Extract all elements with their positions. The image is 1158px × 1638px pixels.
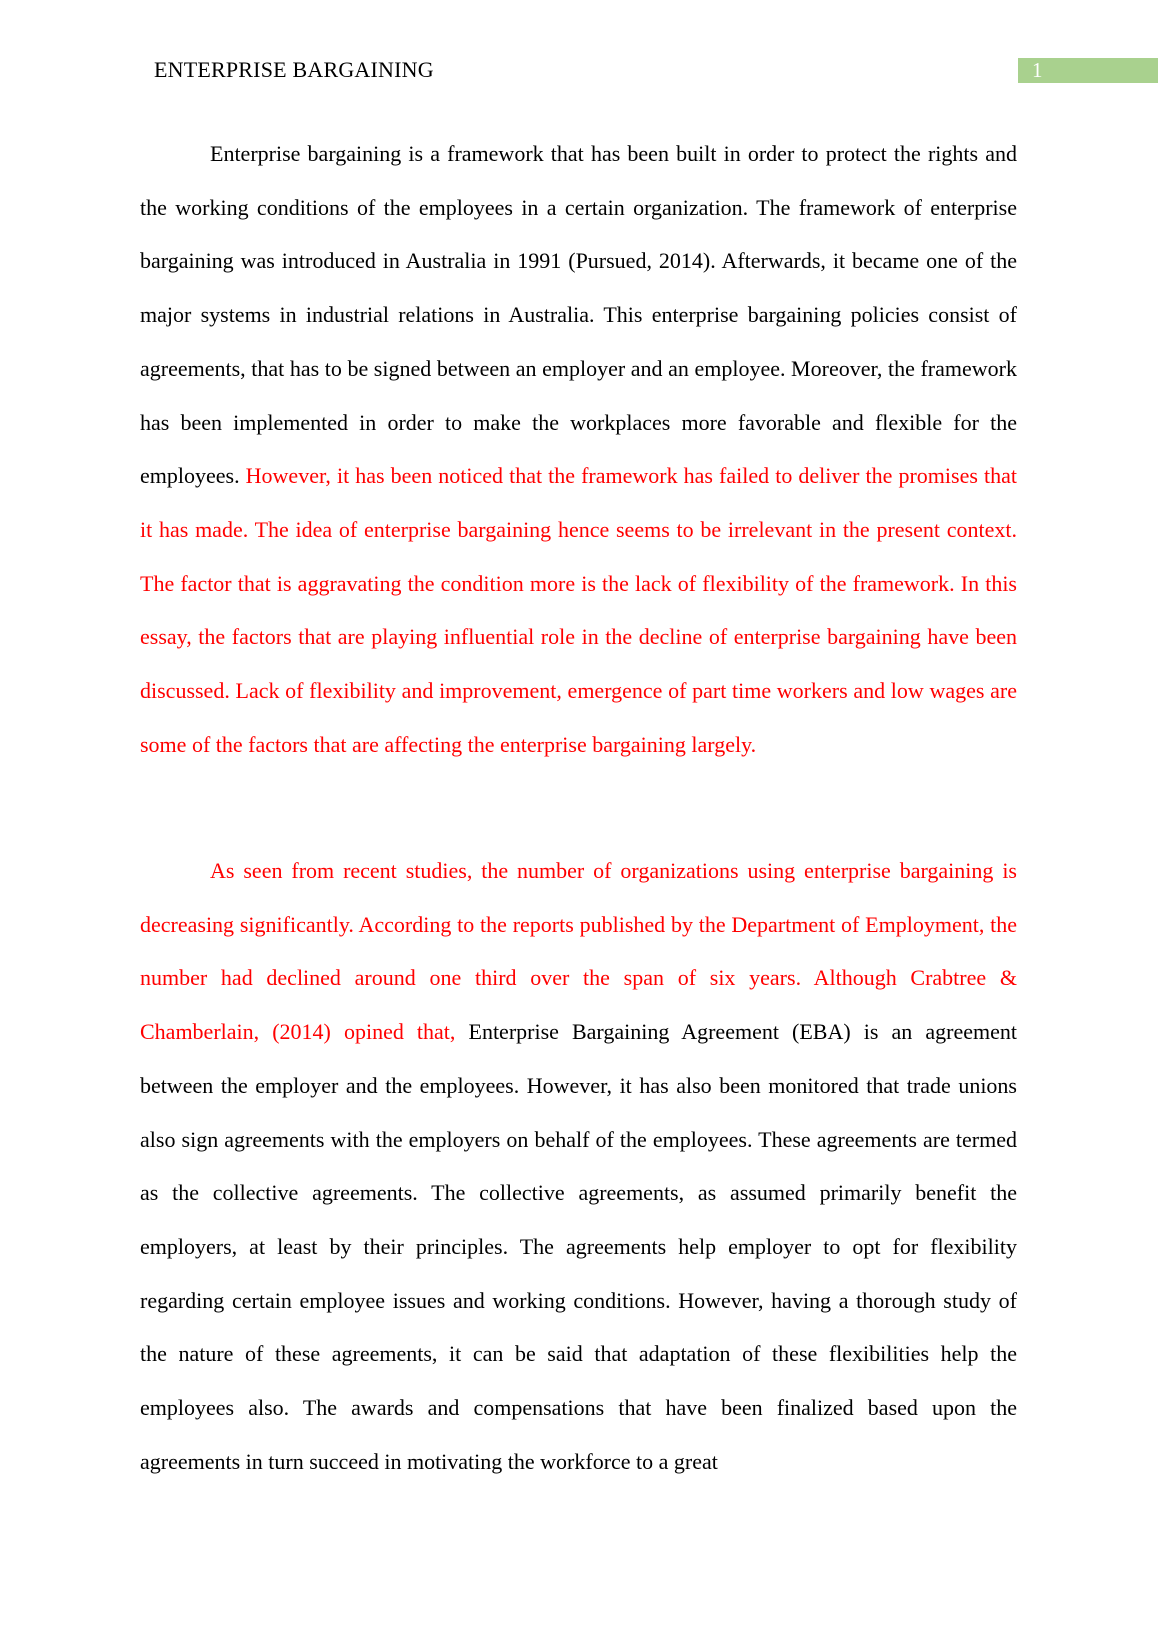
paragraph-2-text: Enterprise Bargaining Agreement (EBA) is an agreement between the employer and the employees. However, it has also been monitored that trade unions also sign agreements with the employers on behalf of the employees. These agreements are termed as the collective agreements. The collective agreements, as assumed primarily benefit the employers, at least by their principles. The agreements help employer to opt for flexibility regarding certain employee issues and working conditions. However, having a thorough study of the nature of these agreements, it can be said that adaptation of these flexibilities help the employees also. The awards and compensations that have been finalized based upon the agreements in turn succeed in motivating the workforce to a great — [140, 1019, 1017, 1474]
page-number-box — [1018, 58, 1158, 83]
paragraph-1-text: Enterprise bargaining is a framework that has been built in order to protect the rights and the working conditions of the employees in a certain organization. The framework of enterprise bargaining was introduced in Australia in 1991 (Pursued, 2014). Afterwards, it became one of the major systems in industrial relations in Australia. This enterprise bargaining policies consist of agreements, that has to be signed between an employer and an employee. Moreover, the framework has been implemented in order to make the workplaces more favorable and flexible for the employees. — [140, 141, 1017, 489]
paragraph-2-highlighted-text: As seen from recent studies, the number of organizations using enterprise bargaining is decreasing significantly. According to the reports published by the Department of Employment, the number had declined around one third over the span of six years. Although Crabtree & Chamberlain, (2014) opined that, — [140, 858, 1017, 1045]
paragraph-1 — [140, 127, 1017, 771]
page-number: 1 — [1032, 58, 1043, 82]
header-title: ENTERPRISE BARGAINING — [154, 57, 434, 82]
paragraph-1-highlighted-text: However, it has been noticed that the framework has failed to deliver the promises that it has made. The idea of enterprise bargaining hence seems to be irrelevant in the present context. The factor that is aggravating the condition more is the lack of flexibility of the framework. In this essay, the factors that are playing influential role in the decline of enterprise bargaining have been discussed. Lack of flexibility and improvement, emergence of part time workers and low wages are some of the factors that are affecting the enterprise bargaining largely. — [140, 463, 1017, 757]
paragraph-2 — [140, 844, 1017, 1488]
